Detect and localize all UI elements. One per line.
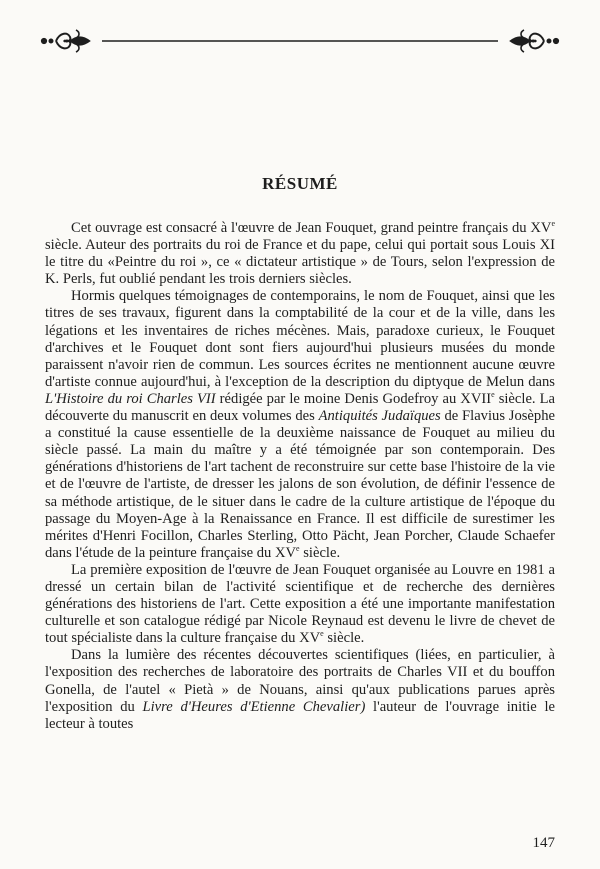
text-run: siècle. La découverte du manuscrit en deux volumes des	[45, 390, 555, 425]
paragraph	[45, 220, 555, 288]
text-run: La première exposition de l'œuvre de Jean Fouquet organisée au Louvre en 1981 a dressé un certain bilan de l'activité scientifique et de recherche des dernières générations des historiens de l'art. Cette exposition a été une importante manifestation culturelle et son catalogue rédigé par Nicole Reynaud est devenu le livre de chevet de tout spécialiste dans la culture française du XV	[45, 561, 555, 647]
italic-title: Livre d'Heures d'Etienne Chevalier)	[142, 698, 366, 715]
text-run: Cet ouvrage est consacré à l'œuvre de Jean Fouquet, grand peintre français du XV	[71, 220, 552, 236]
paragraph	[45, 288, 555, 562]
superscript: e	[491, 389, 495, 399]
text-run: l'auteur de l'ouvrage initie le lecteur à toutes	[45, 698, 555, 732]
right-fleuron-icon	[510, 30, 559, 52]
left-fleuron-icon	[41, 30, 90, 52]
text-run: siècle.	[323, 630, 365, 647]
italic-title: L'Histoire du roi Charles VII	[45, 390, 216, 407]
text-run: rédigée par le moine Denis Godefroy au XVII	[215, 390, 492, 407]
page-title: RÉSUMÉ	[262, 174, 338, 194]
superscript: e	[320, 629, 324, 639]
text-run: siècle. Auteur des portraits du roi de France et du pape, celui qui portait sous Louis XI le titre du «Peintre du roi », ce « dictateur artistique » de Tours, selon l'expression de K. Perls, fut oublié pendant les trois derniers siècles.	[45, 237, 555, 288]
superscript: e	[551, 219, 555, 228]
page-number: 147	[532, 835, 555, 851]
superscript: e	[296, 543, 300, 553]
header-ornament	[40, 26, 560, 56]
italic-title: Antiquités Judaïques	[318, 408, 441, 425]
text-run: de Flavius Josèphe a constitué la cause essentielle de la deuxième naissance de Fouquet au milieu du siècle passé. La main du maître y a été témoignée par son contemporain. Des générations d'historiens de l'art tachent de reconstruire sur cette base l'histoire de la vie et de l'œuvre de l'artiste, de dresser les jalons de son évolution, de définir l'essence de sa méthode artistique, de le situer dans le cadre de la culture artistique de l'époque du passage du Moyen-Age à la Renaissance en France. Il est difficile de surestimer les mérites d'Henri Focillon, Charles Sterling, Otto Pächt, Jean Porcher, Claude Schaefer dans l'étude de la peinture française du XV	[45, 408, 555, 561]
text-run: siècle.	[299, 544, 341, 561]
body-text	[45, 220, 555, 733]
text-run: Hormis quelques témoignages de contemporains, le nom de Fouquet, ainsi que les titres de ses travaux, figurent dans la comptabilité de la cour et de la ville, dans les légations et les inventaires de riches mécènes. Mais, paradoxe curieux, le Fouquet d'archives et le Fouquet dont sont fiers aujourd'hui plusieurs musées du monde paraissent n'avoir rien de commun. Les sources écrites ne mentionnent aucune œuvre d'artiste connue aujourd'hui, à l'exception de la description du diptyque de Melun dans	[45, 288, 555, 390]
text-run: Dans la lumière des récentes découvertes scientifiques (liées, en particulier, à l'exposition des recherches de laboratoire des portraits de Charles VII et du bouffon Gonella, de l'autel « Pietà » de Nouans, ainsi qu'aux publications parues après l'exposition du	[45, 647, 555, 715]
paragraph	[45, 562, 555, 647]
paragraph	[45, 647, 555, 732]
